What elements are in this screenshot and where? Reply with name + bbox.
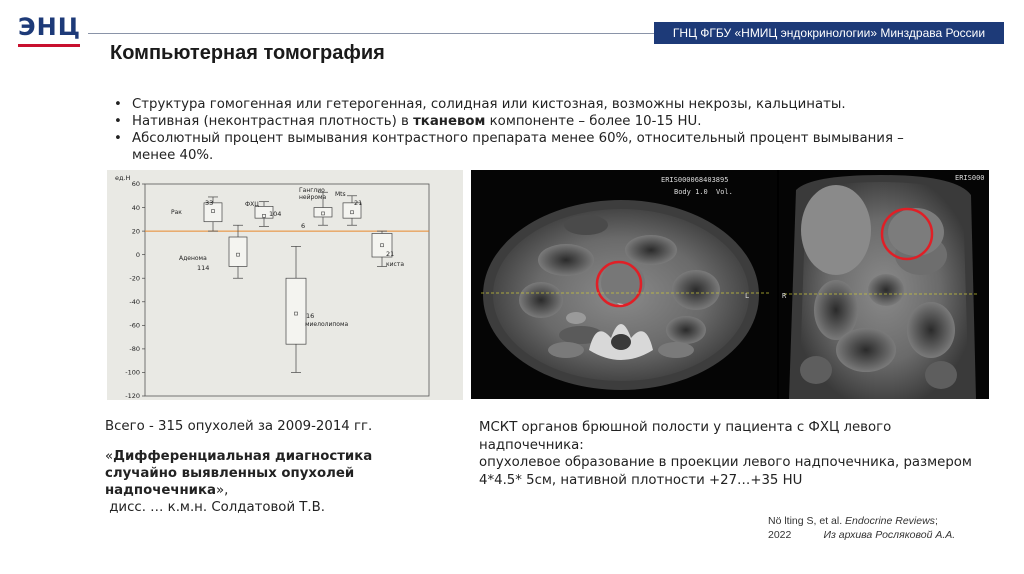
footnote <box>768 514 1018 542</box>
bullet-bold: тканевом <box>413 114 486 129</box>
quote-close: », <box>216 483 229 498</box>
coronal-side-right: R <box>782 292 787 300</box>
bullet-item <box>112 113 942 130</box>
coronal-id: ERIS000 <box>955 174 985 182</box>
bullet-item <box>112 96 942 113</box>
y-tick-label: 0 <box>135 250 140 259</box>
footnote-journal: Endocrine Reviews <box>845 515 935 527</box>
group-count: 6 <box>301 222 306 230</box>
footnote-archive: Из архива Росляковой А.А. <box>823 529 956 541</box>
y-tick-label: -100 <box>125 368 140 377</box>
axial-side-left: L <box>745 292 750 300</box>
boxplot-svg <box>107 170 463 400</box>
group-label: Аденома <box>179 255 207 262</box>
group-count: 104 <box>269 210 282 218</box>
group-count: 16 <box>306 312 315 320</box>
caption-total-tumors: Всего - 315 опухолей за 2009-2014 гг. <box>105 419 373 434</box>
y-tick-label: -120 <box>125 392 140 400</box>
axial-vol: Vol. <box>716 188 733 196</box>
group-count: 33 <box>205 199 214 207</box>
group-label: Mts <box>335 191 346 198</box>
box <box>229 237 247 266</box>
box <box>286 278 306 344</box>
group-label: нейрома <box>299 194 327 201</box>
ct-images <box>471 170 989 399</box>
page-title: Компьютерная томография <box>110 42 385 64</box>
y-tick-label: -20 <box>129 274 140 283</box>
logo <box>18 14 80 50</box>
axial-body: Body 1.0 <box>674 188 708 196</box>
logo-underline <box>18 44 80 47</box>
y-tick-label: 40 <box>131 203 140 212</box>
y-axis-label: ед.Н <box>115 174 131 182</box>
header-banner: ГНЦ ФГБУ «НМИЦ эндокринологии» Минздрава России <box>654 22 1004 44</box>
header-divider <box>88 33 654 34</box>
dissertation-title: Дифференциальная диагностика случайно выявленных опухолей надпочечника <box>105 449 373 498</box>
logo-text: ЭНЦ <box>18 13 81 41</box>
group-count: 114 <box>197 264 210 272</box>
ct-svg <box>471 170 989 399</box>
y-tick-label: -60 <box>129 321 140 330</box>
bullet-text: компоненте – более 10-15 HU. <box>485 114 702 129</box>
y-tick-label: 20 <box>131 227 140 236</box>
axial-id: ERIS000068403895 <box>661 176 729 184</box>
ct-caption-line1: МСКТ органов брюшной полости у пациента с ФХЦ левого надпочечника: <box>479 420 892 453</box>
bullet-text: Абсолютный процент вымывания контрастного препарата менее 60%, относительный процент вымывания – менее 40%. <box>132 131 904 163</box>
group-label: киста <box>386 261 404 268</box>
bullet-text: Структура гомогенная или гетерогенная, солидная или кистозная, возможны некрозы, кальцинаты. <box>132 97 846 112</box>
group-label: Ганглио <box>299 187 325 194</box>
box <box>314 208 332 217</box>
quote-open: « <box>105 449 114 464</box>
group-count: 21 <box>386 250 395 258</box>
bullet-list <box>112 96 942 164</box>
axial-ct-slice <box>471 170 777 399</box>
group-label: Рак <box>171 209 182 216</box>
group-label: ФХЦ <box>245 201 259 208</box>
footnote-year: 2022 <box>768 529 792 541</box>
y-tick-label: -40 <box>129 297 140 306</box>
dissertation-author: дисс. … к.м.н. Солдатовой Т.В. <box>109 500 326 515</box>
group-label: миелолипома <box>305 321 349 328</box>
coronal-ct-slice <box>779 170 989 399</box>
ct-caption-line2: опухолевое образование в проекции левого надпочечника, размером 4*4.5* 5см, нативной плотности +27…+35 HU <box>479 455 972 488</box>
y-tick-label: 60 <box>131 180 140 189</box>
y-tick-label: -80 <box>129 345 140 354</box>
caption-dissertation <box>105 448 445 516</box>
group-count: 21 <box>354 199 363 207</box>
footnote-author: Nö lting S, et al. <box>768 515 846 527</box>
footnote-journal-tail: ; <box>934 515 938 527</box>
bullet-text: Нативная (неконтрастная плотность) в <box>132 114 414 129</box>
density-boxplot <box>107 170 463 400</box>
bullet-item <box>112 130 942 164</box>
caption-ct <box>479 419 979 489</box>
